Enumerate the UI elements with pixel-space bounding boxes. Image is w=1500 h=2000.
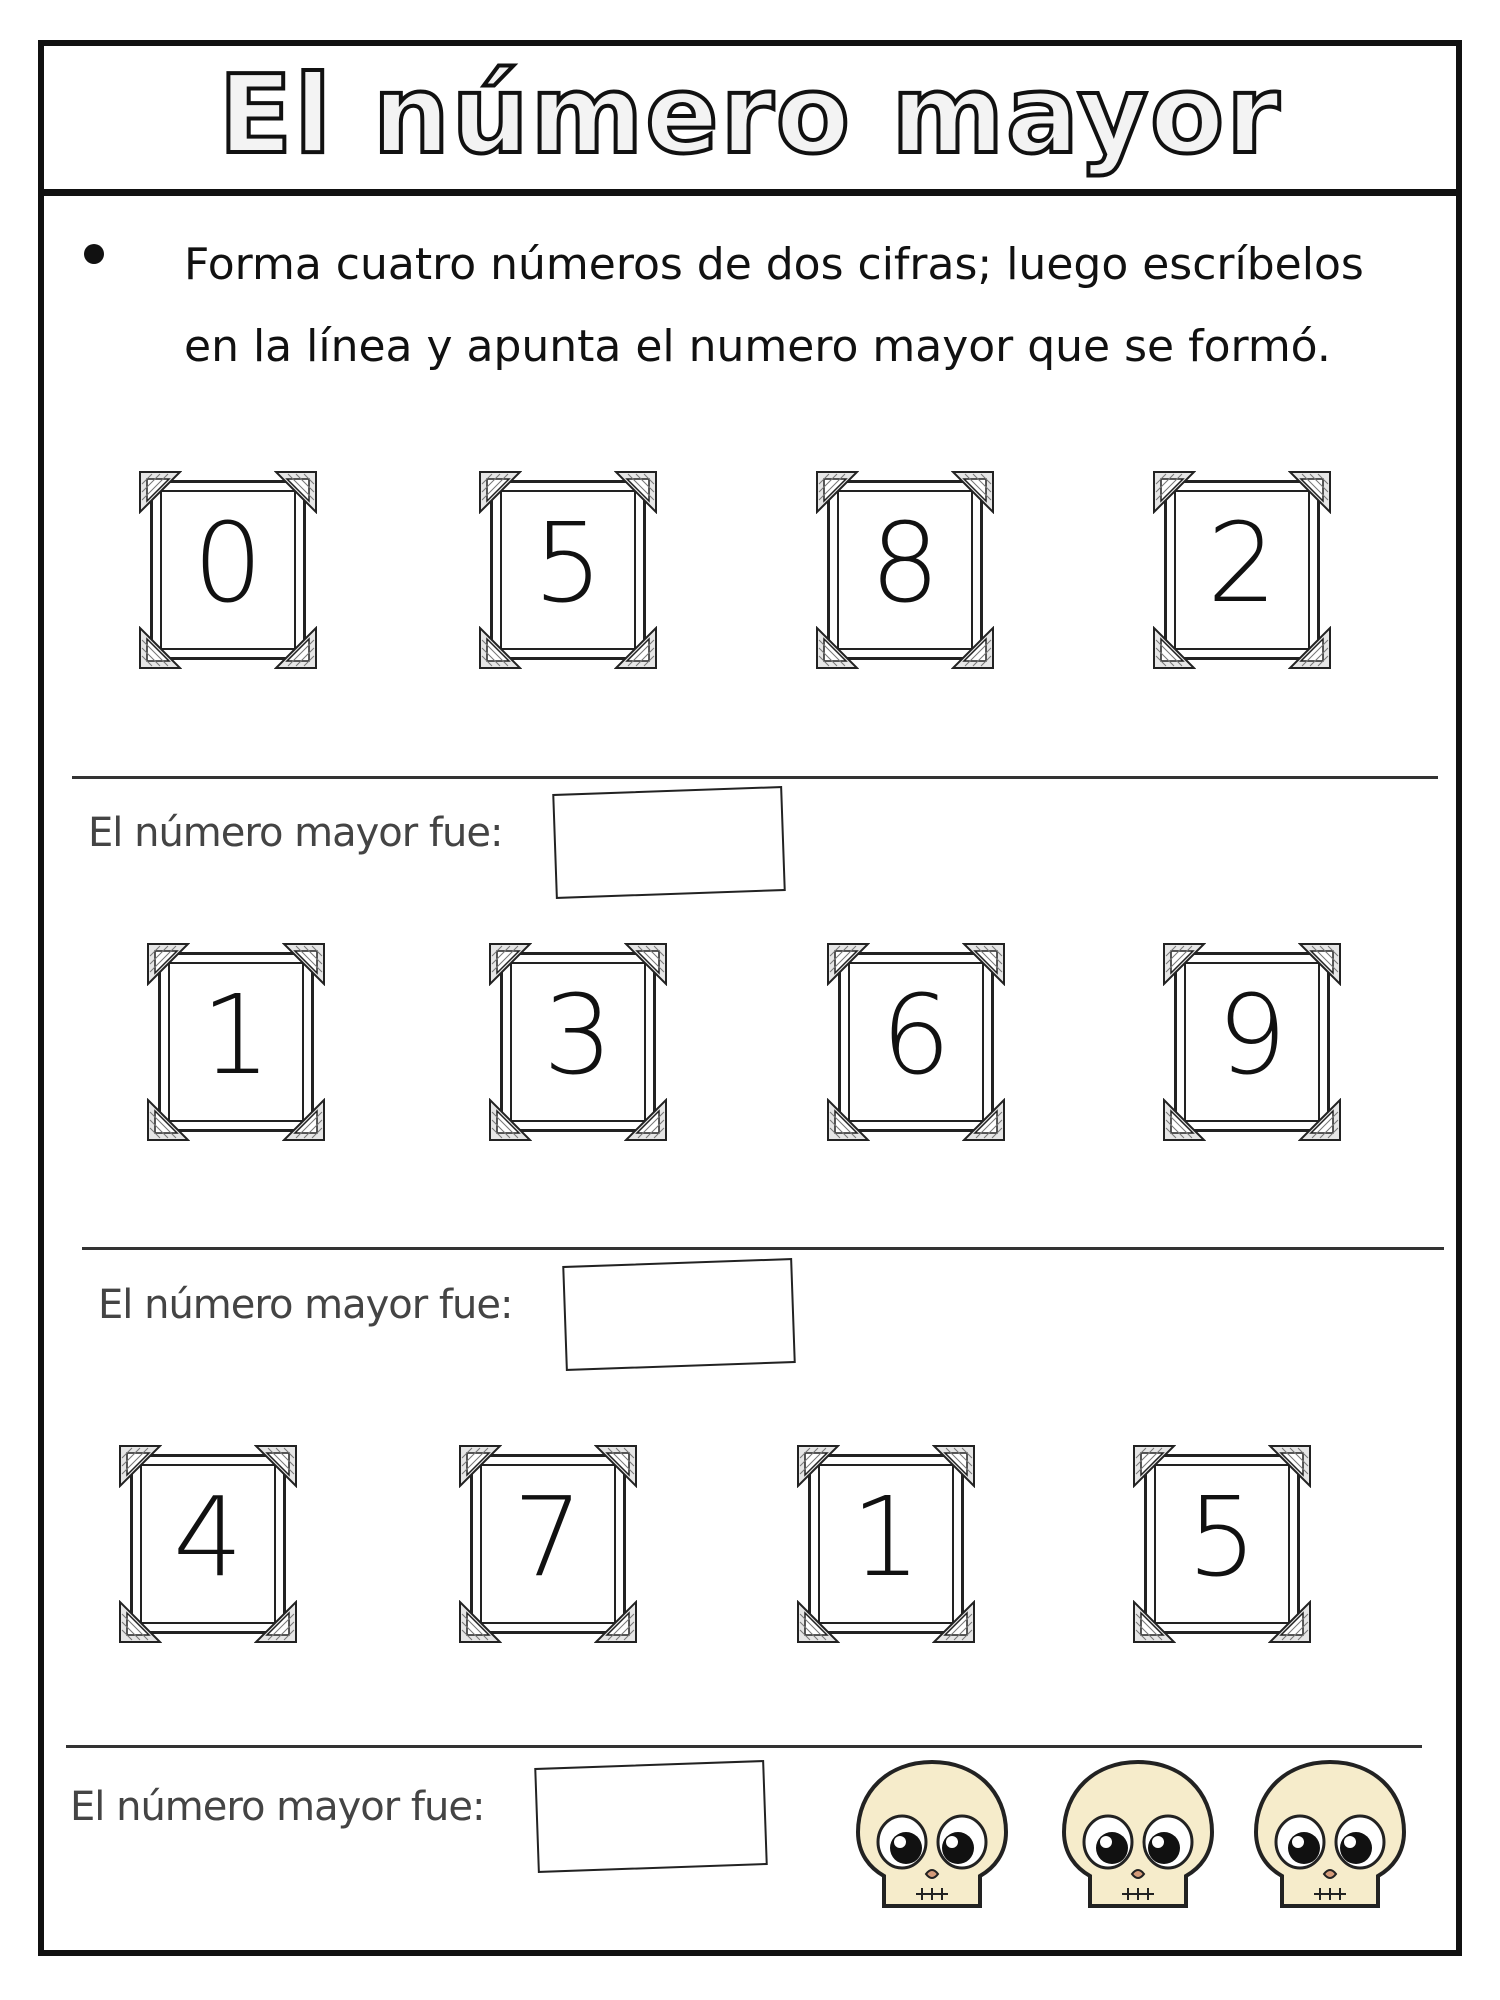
photo-corner-icon [488,1098,532,1142]
photo-corner-icon [118,1444,162,1488]
digit: 0 [193,499,263,627]
digit-card [1162,942,1342,1142]
photo-corner-icon [932,1600,976,1644]
photo-corner-icon [282,1098,326,1142]
digit-card [796,1444,976,1644]
divider-line [82,1247,1444,1250]
photo-corner-icon [1298,1098,1342,1142]
digit-row-1 [0,470,1500,690]
digit-card [146,942,326,1142]
photo-corner-icon [478,470,522,514]
photo-corner-icon [951,470,995,514]
photo-corner-icon [274,626,318,670]
photo-corner-icon [118,1600,162,1644]
digit-card [1132,1444,1312,1644]
photo-corner-icon [962,942,1006,986]
page-title: El número mayor [218,53,1282,178]
digit-card [488,942,668,1142]
digit: 6 [881,971,951,1099]
skull-decorations [850,1756,1430,1916]
answer-box[interactable] [562,1258,796,1371]
digit: 1 [851,1473,921,1601]
digit: 8 [870,499,940,627]
photo-corner-icon [1288,626,1332,670]
instruction-text: Forma cuatro números de dos cifras; luego escríbelos en la línea y apunta el numero mayor que se formó. [184,239,1364,372]
digit-row-2 [0,942,1500,1162]
answer-label: El número mayor fue: [70,1784,485,1830]
photo-corner-icon [458,1444,502,1488]
photo-corner-icon [624,1098,668,1142]
photo-corner-icon [1268,1444,1312,1488]
digit-card [118,1444,298,1644]
photo-corner-icon [614,626,658,670]
digit-card [458,1444,638,1644]
bullet-icon [84,244,104,264]
photo-corner-icon [254,1600,298,1644]
photo-corner-icon [796,1444,840,1488]
digit-card [478,470,658,670]
photo-corner-icon [458,1600,502,1644]
digit-card [1152,470,1332,670]
digit: 1 [201,971,271,1099]
photo-corner-icon [796,1600,840,1644]
digit-row-3 [0,1444,1500,1664]
photo-corner-icon [624,942,668,986]
photo-corner-icon [138,626,182,670]
digit: 2 [1207,499,1277,627]
digit: 9 [1217,971,1287,1099]
divider-line [72,776,1438,779]
skull-icon [1248,1756,1413,1916]
digit-card [826,942,1006,1142]
photo-corner-icon [1132,1444,1176,1488]
digit: 5 [1187,1473,1257,1601]
photo-corner-icon [138,470,182,514]
skull-icon [850,1756,1015,1916]
digit-card [138,470,318,670]
title-band [38,40,1462,196]
photo-corner-icon [1268,1600,1312,1644]
photo-corner-icon [614,470,658,514]
answer-box[interactable] [552,786,786,899]
photo-corner-icon [826,942,870,986]
answer-label: El número mayor fue: [88,810,503,856]
photo-corner-icon [1162,1098,1206,1142]
photo-corner-icon [146,942,190,986]
photo-corner-icon [146,1098,190,1142]
photo-corner-icon [488,942,532,986]
digit: 4 [173,1473,243,1601]
photo-corner-icon [478,626,522,670]
photo-corner-icon [594,1444,638,1488]
digit: 3 [543,971,613,1099]
photo-corner-icon [274,470,318,514]
photo-corner-icon [815,626,859,670]
photo-corner-icon [1152,470,1196,514]
photo-corner-icon [1298,942,1342,986]
divider-line [66,1745,1422,1748]
photo-corner-icon [1288,470,1332,514]
skull-icon [1056,1756,1221,1916]
photo-corner-icon [254,1444,298,1488]
photo-corner-icon [594,1600,638,1644]
photo-corner-icon [815,470,859,514]
photo-corner-icon [962,1098,1006,1142]
digit-card [815,470,995,670]
digit: 5 [533,499,603,627]
photo-corner-icon [1162,942,1206,986]
answer-label: El número mayor fue: [98,1282,513,1328]
answer-box[interactable] [534,1760,768,1873]
photo-corner-icon [1132,1600,1176,1644]
digit: 7 [513,1473,583,1601]
photo-corner-icon [282,942,326,986]
photo-corner-icon [1152,626,1196,670]
photo-corner-icon [951,626,995,670]
photo-corner-icon [826,1098,870,1142]
photo-corner-icon [932,1444,976,1488]
